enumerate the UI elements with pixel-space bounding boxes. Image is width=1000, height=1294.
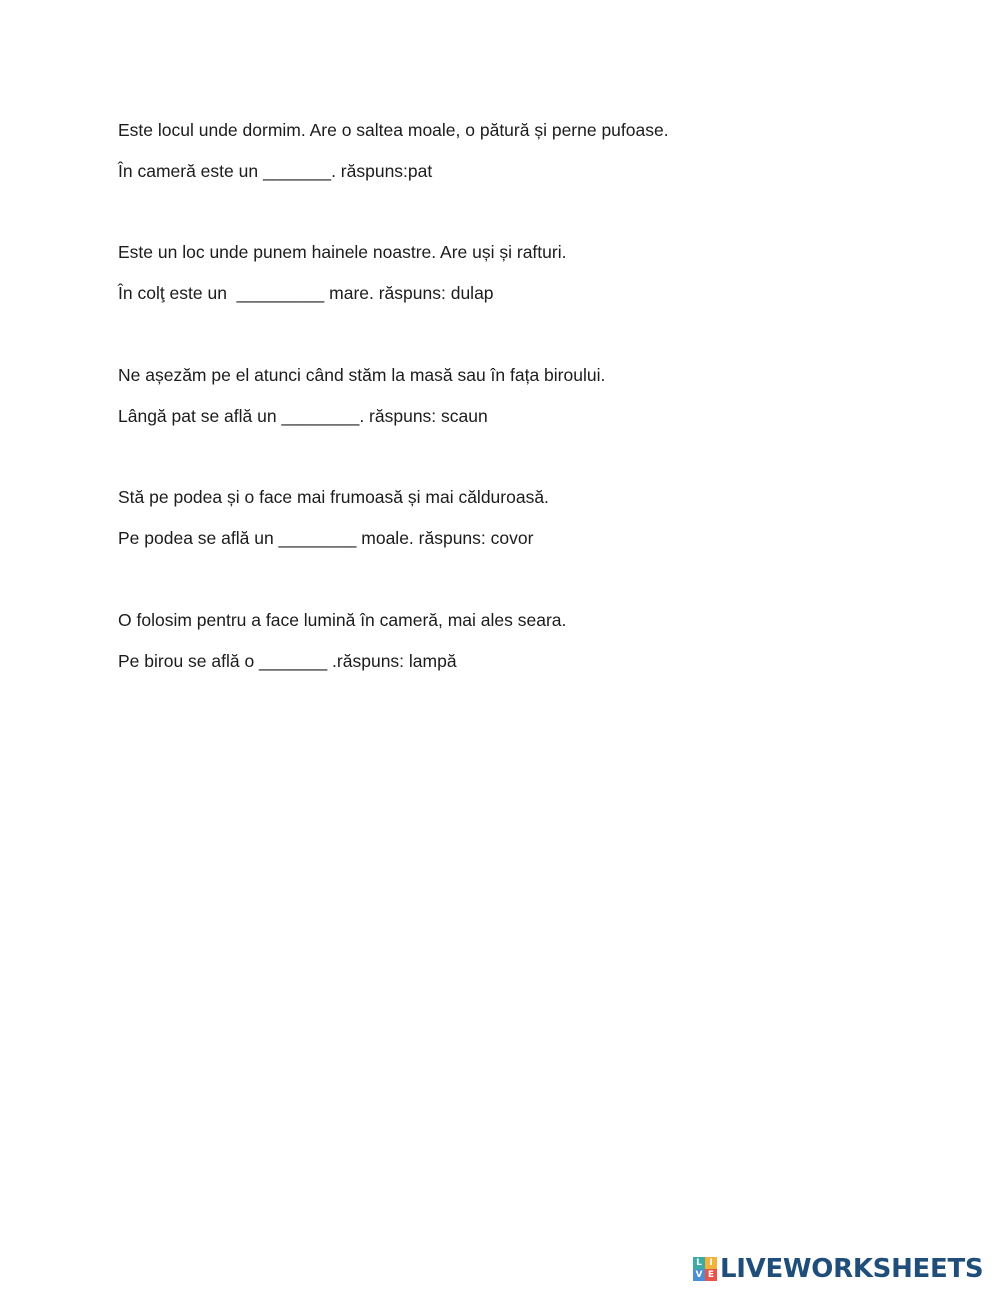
question-5-clue: O folosim pentru a face lumină în cameră, mai ales seara.: [118, 610, 567, 630]
logo-mark-letter-l: L: [693, 1257, 705, 1269]
question-2-clue: Este un loc unde punem hainele noastre. Are uși și rafturi.: [118, 242, 567, 262]
logo-mark-letter-i: I: [705, 1257, 717, 1269]
question-4-clue: Stă pe podea și o face mai frumoasă și mai călduroasă.: [118, 487, 549, 507]
question-1-sentence: În cameră este un _______. răspuns:pat: [118, 161, 433, 181]
question-3-sentence: Lângă pat se află un ________. răspuns: scaun: [118, 406, 488, 426]
logo-mark-letter-v: V: [693, 1269, 705, 1281]
question-4-sentence: Pe podea se află un ________ moale. răspuns: covor: [118, 528, 534, 548]
question-1-clue: Este locul unde dormim. Are o saltea moale, o pătură și perne pufoase.: [118, 120, 669, 140]
liveworksheets-logo-icon: [693, 1257, 717, 1281]
question-5-sentence: Pe birou se află o _______ .răspuns: lampă: [118, 651, 457, 671]
question-2-sentence: În colţ este un _________ mare. răspuns: dulap: [118, 283, 494, 303]
question-3-clue: Ne așezăm pe el atunci când stăm la masă sau în fața biroului.: [118, 365, 606, 385]
logo-mark-letter-e: E: [705, 1269, 717, 1281]
logo-wordmark: LIVEWORKSHEETS: [720, 1254, 984, 1284]
liveworksheets-logo: [693, 1255, 983, 1283]
